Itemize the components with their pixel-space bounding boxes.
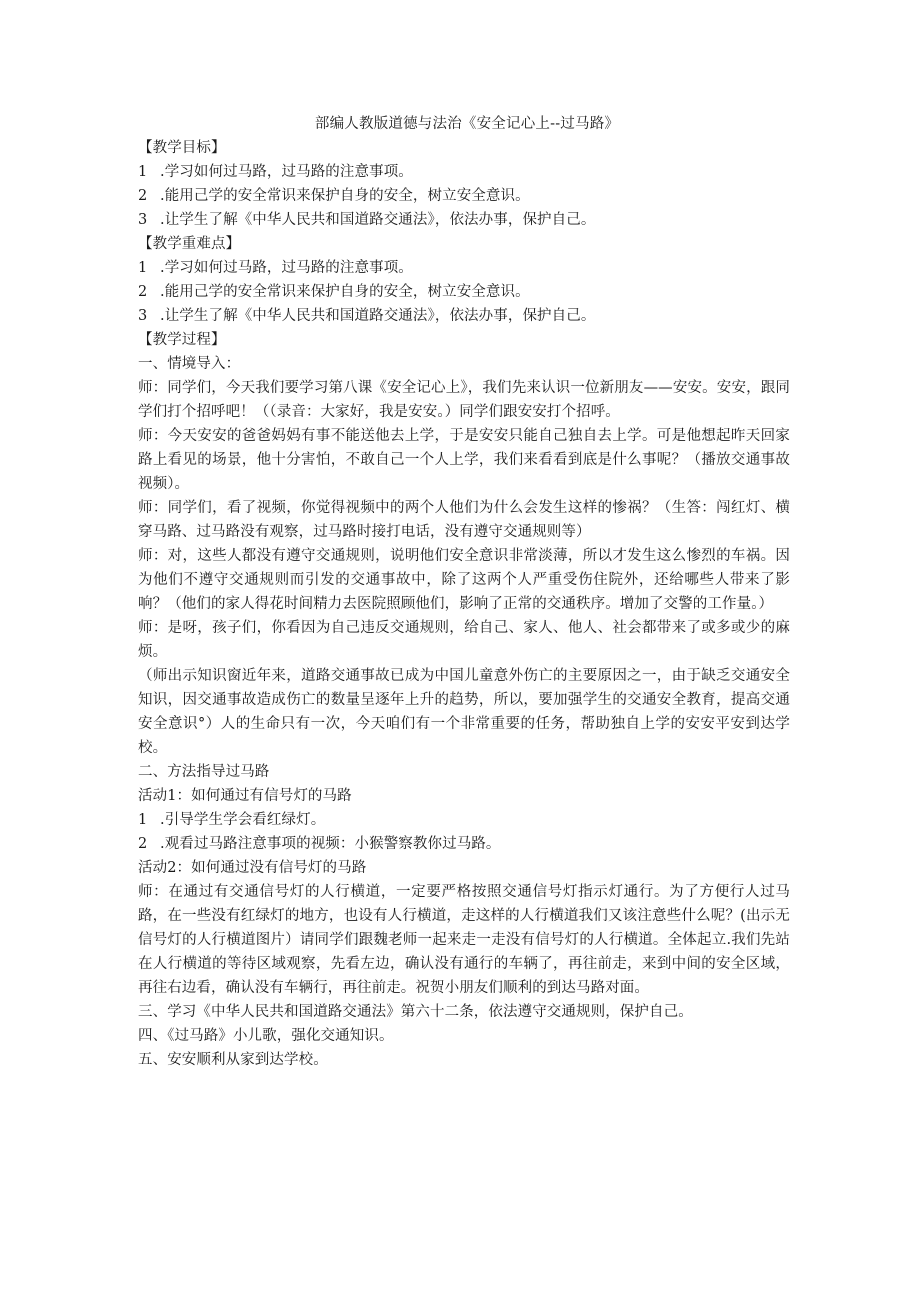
keypoints-heading: 【教学重难点】 [138,236,241,252]
keypoint-item-3 [138,304,790,328]
keypoint-item-number: 3 [138,308,148,324]
keypoint-item-number: 2 [138,284,148,300]
process-heading: 【教学过程】 [138,332,226,348]
goal-item-2 [138,184,790,208]
keypoint-item-text: .学习如何过马路，过马路的注意事项。 [160,260,413,276]
activity1-item-2 [138,832,790,856]
goal-item-3 [138,208,790,232]
part2-heading: 二、方法指导过马路 [138,764,270,780]
activity2-heading: 活动2：如何通过没有信号灯的马路 [138,860,367,876]
goals-heading: 【教学目标】 [138,140,226,156]
goal-item-text: .让学生了解《中华人民共和国道路交通法》，依法办事，保护自己。 [160,212,596,228]
part3-heading: 三、学习《中华人民共和国道路交通法》第六十二条，依法遵守交通规则，保护自己。 [138,1004,693,1020]
goal-item-1 [138,160,790,184]
paragraph: 师：对，这些人都没有遵守交通规则，说明他们安全意识非常淡薄，所以才发生这么惨烈的车祸。因为他们不遵守交通规则而引发的交通事故中，除了这两个人严重受伤住院外，还给哪些人带来了影响？（他们的家人得花时间精力去医院照顾他们，影响了正常的交通秩序。增加了交警的工作量。） [138,548,790,612]
part5-heading: 五、安安顺利从家到达学校。 [138,1052,328,1068]
activity-item-text: .引导学生学会看红绿灯。 [160,812,326,828]
part4-heading: 四、《过马路》小儿歌，强化交通知识。 [138,1028,394,1044]
activity-item-number: 1 [138,812,148,828]
paragraph: 师：在通过有交通信号灯的人行横道，一定要严格按照交通信号灯指示灯通行。为了方便行人过马路，在一些没有红绿灯的地方，也设有人行横道，走这样的人行横道我们又该注意些什么呢？(出示无信号灯的人行横道图片）请同学们跟魏老师一起来走一走没有信号灯的人行横道。全体起立.我们先站在人行横道的等待区域观察，先看左边，确认没有通行的车辆了，再往前走，来到中间的安全区域，再往右边看，确认没有车辆行，再往前走。祝贺小朋友们顺利的到达马路对面。 [138,884,790,996]
activity-item-text: .观看过马路注意事项的视频：小猴警察教你过马路。 [160,836,501,852]
goal-item-number: 2 [138,188,148,204]
paragraph: 师：同学们，看了视频，你觉得视频中的两个人他们为什么会发生这样的惨祸？（生答：闯红灯、横穿马路、过马路没有观察，过马路时接打电话，没有遵守交通规则等） [138,500,790,540]
keypoint-item-text: .让学生了解《中华人民共和国道路交通法》，依法办事，保护自己。 [160,308,596,324]
paragraph: 师：同学们，今天我们要学习第八课《安全记心上》，我们先来认识一位新朋友——安安。安安，跟同学们打个招呼吧！（（录音：大家好，我是安安。）同学们跟安安打个招呼。 [138,380,790,420]
goal-item-number: 3 [138,212,148,228]
document-page [138,112,790,1072]
part1-heading: 一、情境导入： [138,356,241,372]
paragraph: 师：今天安安的爸爸妈妈有事不能送他去上学，于是安安只能自己独自去上学。可是他想起昨天回家路上看见的场景，他十分害怕，不敢自己一个人上学，我们来看看到底是什么事呢？（播放交通事故视频）。 [138,428,790,492]
document-title: 部编人教版道德与法治《安全记心上--过马路》 [314,116,620,132]
keypoint-item-text: .能用己学的安全常识来保护自身的安全，树立安全意识。 [160,284,530,300]
keypoint-item-2 [138,280,790,304]
activity1-heading: 活动1：如何通过有信号灯的马路 [138,788,352,804]
goal-item-text: .能用己学的安全常识来保护自身的安全，树立安全意识。 [160,188,530,204]
paragraph: （师出示知识窗近年来，道路交通事故已成为中国儿童意外伤亡的主要原因之一，由于缺乏交通安全知识，因交通事故造成伤亡的数量呈逐年上升的趋势，所以，要加强学生的交通安全教育，提高交通安全意识°）人的生命只有一次，今天咱们有一个非常重要的任务，帮助独自上学的安安平安到达学校。 [138,668,790,756]
goal-item-number: 1 [138,164,148,180]
activity1-item-1 [138,808,790,832]
activity-item-number: 2 [138,836,148,852]
paragraph: 师：是呀，孩子们，你看因为自己违反交通规则，给自己、家人、他人、社会都带来了或多或少的麻烦。 [138,620,790,660]
keypoint-item-number: 1 [138,260,148,276]
goal-item-text: .学习如何过马路，过马路的注意事项。 [160,164,413,180]
keypoint-item-1 [138,256,790,280]
